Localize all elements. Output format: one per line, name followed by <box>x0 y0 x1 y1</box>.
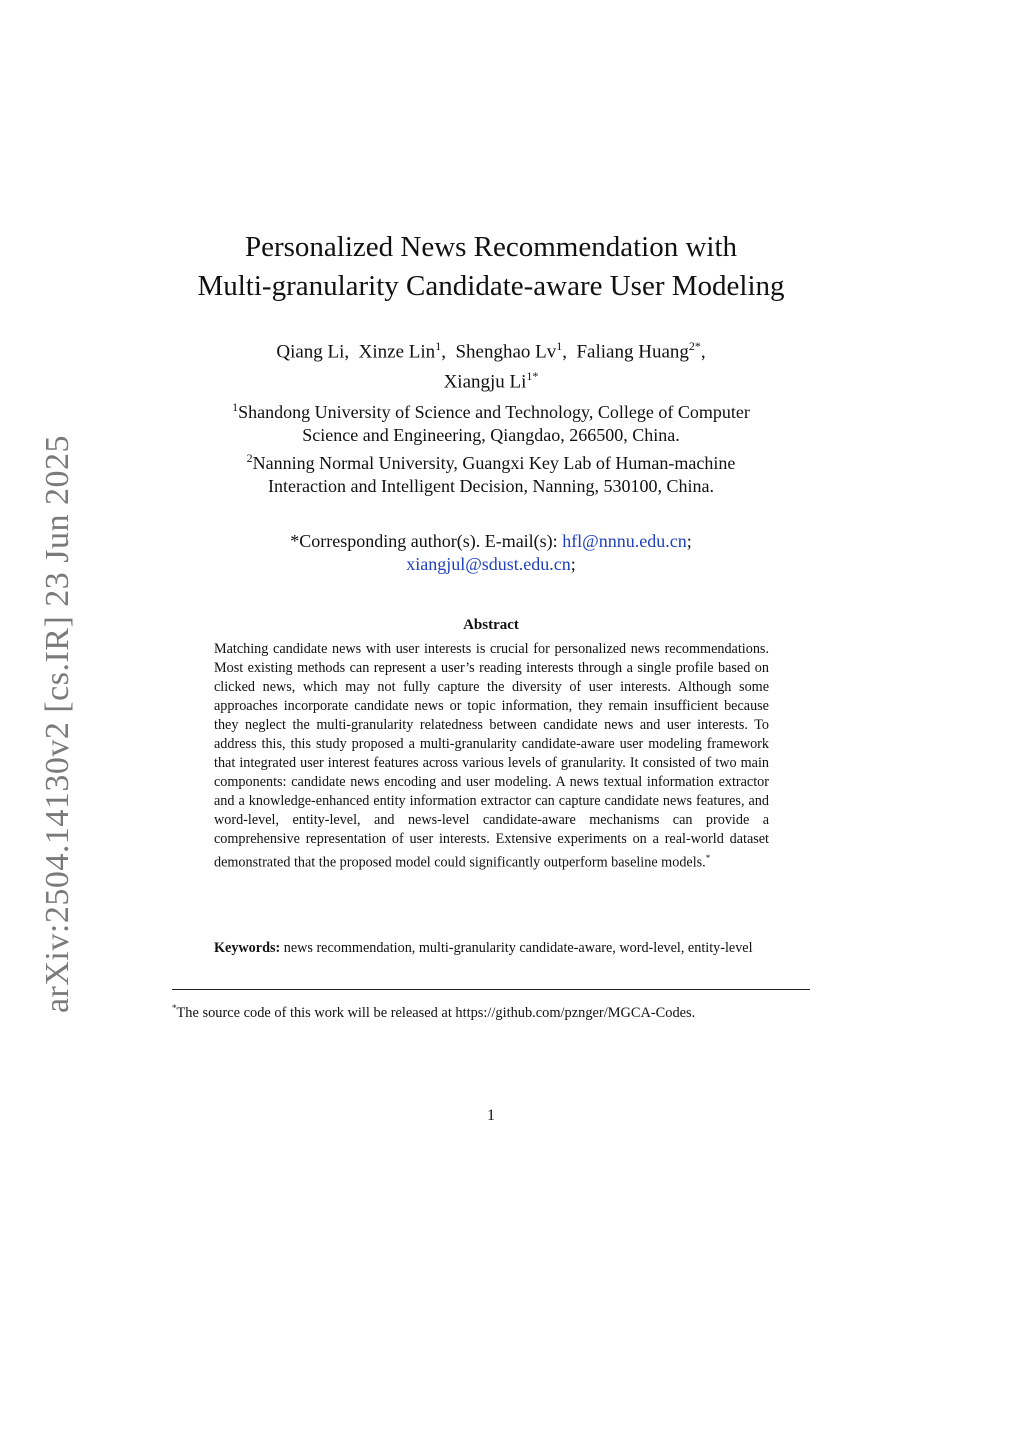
affiliation-2-line-2: Interaction and Intelligent Decision, Nanning, 530100, China. <box>268 476 714 496</box>
arxiv-side-stamp: arXiv:2504.14130v2 [cs.IR] 23 Jun 2025 <box>39 434 76 1014</box>
email-separator: ; <box>570 554 576 574</box>
affiliation-mark: 2 <box>246 451 253 465</box>
abstract-heading: Abstract <box>463 617 519 633</box>
author-name: Shenghao Lv <box>455 341 557 363</box>
email-link-hfl[interactable]: hfl@nnnu.edu.cn <box>562 531 687 551</box>
author-name: Xiangju Li <box>443 371 527 393</box>
keywords-label: Keywords: <box>214 940 281 956</box>
title-line-2: Multi-granularity Candidate-aware User Modeling <box>197 270 785 302</box>
author-name: Faliang Huang <box>576 341 689 363</box>
footnote-mark: * <box>172 1003 177 1013</box>
corresponding-authors <box>0 530 982 576</box>
author-name: Xinze Lin <box>358 341 436 363</box>
email-link-xiangjul[interactable]: xiangjul@sdust.edu.cn <box>406 554 571 574</box>
author-affil-mark: 1 <box>435 339 442 353</box>
abstract-body <box>214 640 769 873</box>
keywords <box>214 939 769 958</box>
affiliation-2-line-1 <box>0 447 982 475</box>
affiliation-1-line-2: Science and Engineering, Qiangdao, 266500, China. <box>302 425 680 445</box>
author-line-2 <box>0 364 982 394</box>
title-line-1: Personalized News Recommendation with <box>244 231 738 263</box>
author-affil-mark: 1 <box>556 339 563 353</box>
corresponding-line-1 <box>0 530 982 553</box>
affiliations <box>0 396 982 498</box>
affiliation-mark: 1 <box>232 400 239 414</box>
corresponding-label: *Corresponding author(s). E-mail(s): <box>290 531 563 551</box>
email-separator: ; <box>686 531 692 551</box>
author-list <box>0 334 982 395</box>
affiliation-1-line-1 <box>0 396 982 424</box>
affiliation-text: Shandong University of Science and Technology, College of Computer <box>238 402 750 422</box>
footnote-text: The source code of this work will be released at https://github.com/pznger/MGCA-Codes. <box>176 1004 696 1021</box>
author-affil-mark: 2* <box>688 339 701 353</box>
footnote-rule <box>172 989 810 990</box>
page-number: 1 <box>487 1107 495 1124</box>
corresponding-line-2 <box>0 553 982 576</box>
abstract-text: Matching candidate news with user interests is crucial for personalized news recommendations. Most existing methods can represent a user’s reading interests through a single profile based on clicked news, which may not fully capture the diversity of user interests. Although some approaches incorporate candidate news or topic information, they remain insufficient because they neglect the multi-granularity relatedness between candidate news and user interests. To address this, this study proposed a multi-granularity candidate-aware user modeling framework that integrated user interest features across various levels of granularity. It consisted of two main components: candidate news encoding and user modeling. A news textual information extractor and a knowledge-enhanced entity information extractor can capture candidate news features, and word-level, entity-level, and news-level candidate-aware mechanisms can provide a comprehensive representation of user interests. Extensive experiments on a real-world dataset demonstrated that the proposed model could significantly outperform baseline models. <box>214 641 769 871</box>
affiliation-text: Nanning Normal University, Guangxi Key Lab of Human-machine <box>252 453 736 473</box>
author-name: Qiang Li <box>276 341 345 363</box>
footnote <box>172 999 822 1022</box>
paper-title <box>0 228 982 306</box>
keywords-text: news recommendation, multi-granularity candidate-aware, word-level, entity-level <box>283 940 753 956</box>
abstract-footnote-mark: * <box>705 853 711 863</box>
author-affil-mark: 1* <box>526 369 539 384</box>
author-line-1: Qiang Li, Xinze Lin$^1$, Shenghao Lv$^1$, Faliang Huang$^{2*}$, <box>276 339 706 363</box>
